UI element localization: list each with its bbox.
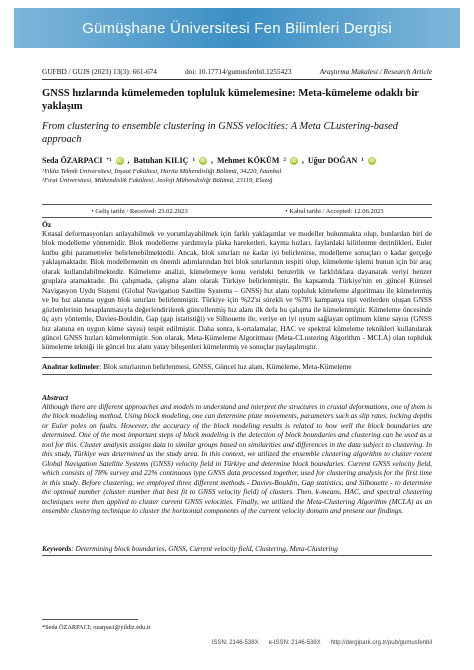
corresponding-author: *Seda ÖZARPACI; ozarpaci@yildiz.edu.tr: [42, 624, 151, 631]
abstract-body: Although there are different approaches and models to understand and interpret the structures in crustal deformations, one of them is the block modeling method. Using block modeling, one can determine plate movements, parameters such as slip rates, locking depths or Euler poles on faults. However, the accuracy of the block modeling results is related to how well the block boundaries are determined. One of the most important steps of block modeling is the detection of block boundaries and clustering can be used as a tool for this. Cluster analysis assigns data to similar groups based on similarities and differences in the data subject to clustering. In this study, Türkiye was determined as the study area. In this context, we utilized the ensemble clustering algorithm to cluster recent Global Navigation Satellite Systems (GNSS) velocity field in Türkiye and determine block boundaries. Current GNSS velocity field, which consists of 78% survey and 22% continuous type GNSS data processed together, used for clustering analysis for the first time in this study. Before clustering, we employed three different methods - Davies-Bouldin, Gap statistics, and Silhouette - to determine the optimal number (cluster number that best fit to GNSS velocity field) of clusters. Then, k-means, HAC, and spectral clustering techniques were then applied to cluster current GNSS velocities. Finally, we utilized the Meta-Clustering Algorithm (MCLA) as an ensemble clustering technique to cluster the horizontal components of the current velocity domain and present our findings.: [42, 402, 432, 515]
journal-title: Gümüşhane Üniversitesi Fen Bilimleri Dergisi: [82, 19, 392, 37]
author-name: Batuhan KILIÇ: [133, 156, 189, 165]
author-name: Seda ÖZARPACI: [42, 156, 103, 165]
keywords-label: Keywords: [42, 544, 72, 553]
dates-row: [42, 204, 432, 218]
issn: ISSN: 2146-538X: [211, 640, 259, 646]
keywords-turkish: [42, 362, 432, 371]
accepted-date: • Kabul tarihi / Accepted: 12.06.2023: [285, 207, 384, 215]
doi-link[interactable]: doi: 10.17714/gumusfenbil.1255423: [185, 67, 292, 76]
oz-heading: Öz: [42, 220, 52, 229]
oz-body: Kıtasal deformasyonları anlayabilmek ve yorumlayabilmek için farklı yaklaşımlar ve modeller bulunmakta olup, bunlardan biri de blok modelleme yöntemidir. Blok modellerne yardımıyla plaka hareketleri, kayma hızları, faylardaki kilitlenme derinlikleri, Euler kutbu gibi parametreler belirlenebilmektedir. Ancak, blok sınırları ne kadar iyi belirlenirse, modelleme sonuçları o kadar gerçeğe yaklaşmaktadır. Blok modellemenin en önemli adımlarından biri blok sınırlarının tespiti olup, kümeleme işlemi bunun için bir araç olarak kullanılabilmektedir. Kümeleme analizi, kümelemeye konu verideki benzerlik ve farklılıklara dayanarak veriyi benzer gruplara atamaktadır. Bu çalışmada, çalışma alanı olarak Türkiye belirlenmiştir. Bu kapsamda Türkiye'nin en güncel Küresel Navigasyon Uydu Sistemi (Global Navigation Satellite Systems – GNSS) hız alanı topluluk kümeleme algoritması ile kümelenmiş ve bu hız alanına uygun blok sınırları belirlenmiştir. Türkiye için %22'si sürekli ve %78'i kampanya tipi verilerden oluşan GNSS gözlemlerinin hesaplanmasıyla değerlendirilerek güncellenmiş hız alanı ilk defa bu çalışma ile kümelenmiştir. Kümeleme öncesinde üç ayrı yöntemle, Davies-Bouldin, Gap (gap istatistiği) ve Silhouette ile, veriye en iyi uyum sağlayan optimum küme sayısı (GNSS hız alanına en uygun küme sayısı) tespit edilmiştir. Daha sonra, k-ortalamalar, HAC ve spektral kümeleme teknikleri kullanılarak güncel GNSS hızları kümelenmiştir. Son olarak, Meta-Kümeleme Algoritması (Meta-CLustering Algorithm - MCLA) olan topluluk kümeleme tekniği ile güncel hız alanı yatay bileşenleri kümelenmiş ve sonuçlar paylaşılmıştır.: [42, 229, 432, 352]
divider: [42, 374, 432, 375]
keywords-text: : Determining block boundaries, GNSS, Current velocity field, Clustering, Meta-Clustering: [71, 544, 338, 553]
orcid-icon[interactable]: iD: [369, 157, 375, 164]
header-divider: [42, 79, 432, 80]
abstract-heading: Abstract: [42, 393, 69, 402]
author-sup: *1: [106, 158, 112, 163]
title-turkish: GNSS hızlarında kümelemeden topluluk kümelemesine: Meta-kümeleme odaklı bir yaklaşım: [42, 88, 419, 112]
author-name: Uğur DOĞAN: [307, 156, 358, 165]
title-english: From clustering to ensemble clustering in GNSS velocities: A Meta CLustering-based approach: [42, 121, 398, 145]
footnote-divider: [42, 619, 138, 620]
footer-bar: [42, 640, 432, 646]
affiliation: ²Fırat Üniversitesi, Mühendislik Fakültesi, Jeoloji Mühendisliği Bölümü, 23119, Elazığ: [42, 177, 273, 184]
keywords-text: : Blok sınırlarının belirlenmesi, GNSS, Güncel hız alanı, Kümeleme, Meta-Kümeleme: [99, 362, 352, 371]
keywords-label: Anahtar kelimeler: [42, 362, 100, 371]
eissn: e-ISSN: 2146-538X: [268, 640, 321, 646]
orcid-icon[interactable]: iD: [116, 157, 123, 164]
divider: [42, 357, 432, 358]
journal-url[interactable]: http://dergipark.org.tr/pub/gumusfenbil: [330, 640, 432, 646]
keywords-english: [42, 544, 432, 553]
author-sup: 1: [361, 158, 364, 163]
author-sup: 2: [283, 158, 286, 163]
journal-banner: [14, 8, 460, 48]
author-list: Seda ÖZARPACI *1 iD , Batuhan KILIÇ 1 iD , Mehmet KÖKÜM 2 iD , Uğur DOĞAN 1 iD: [42, 156, 375, 165]
article-meta-row: [42, 67, 432, 76]
affiliation: ¹Yıldız Teknik Üniversitesi, İnşaat Fakültesi, Harita Mühendisliği Bölümü, 34220, İstanbul: [42, 168, 282, 175]
article-type: Araştırma Makalesi / Research Article: [319, 67, 432, 76]
orcid-icon[interactable]: iD: [200, 157, 206, 164]
received-date: • Geliş tarihi / Received: 23.02.2023: [91, 207, 188, 215]
author-name: Mehmet KÖKÜM: [216, 156, 280, 165]
orcid-icon[interactable]: iD: [291, 157, 297, 164]
citation: GUFBD / GUJS (2023) 13(3): 661-674: [42, 67, 157, 76]
divider: [42, 555, 432, 556]
author-sup: 1: [192, 158, 195, 163]
